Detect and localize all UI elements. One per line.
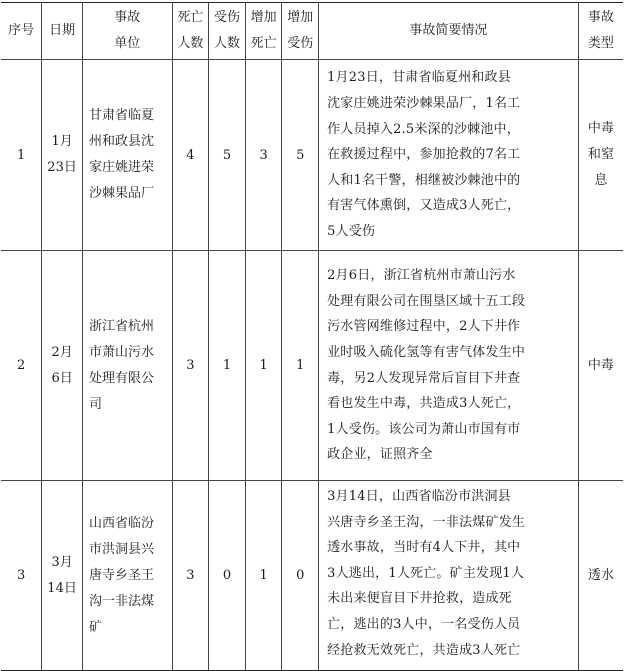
cell-date: 1月 23日 <box>42 60 83 251</box>
cell-unit: 山西省临汾 市洪洞县兴 唐寺乡圣王 沟一非法煤 矿 <box>82 481 172 671</box>
table-row <box>1 60 623 251</box>
cell-injured: 5 <box>209 60 246 251</box>
cell-desc: 3月14日，山西省临汾市洪洞县 兴唐寺乡圣王沟，一非法煤矿发生 透水事故，当时有4人下井，其中 3人逃出，1人死亡。矿主发现1人 未出来便盲目下井抢救，造成死 亡，逃出的3人中，一名受伤人员 经抢救无效死亡，共造成3人死亡 <box>319 481 579 671</box>
header-type: 事故 类型 <box>578 3 623 60</box>
cell-add-injured: 1 <box>282 251 319 481</box>
cell-add-dead: 1 <box>245 481 282 671</box>
cell-unit: 甘肃省临夏 州和政县沈 家庄姚进荣 沙棘果品厂 <box>82 60 172 251</box>
cell-dead: 3 <box>172 251 209 481</box>
header-unit: 事故 单位 <box>82 3 172 60</box>
cell-add-injured: 0 <box>282 481 319 671</box>
cell-type: 透水 <box>578 481 623 671</box>
cell-type: 中毒 和窒 息 <box>578 60 623 251</box>
table-row <box>1 481 623 671</box>
header-seq: 序号 <box>1 3 42 60</box>
cell-desc: 2月6日，浙江省杭州市萧山污水 处理有限公司在围垦区域十五工段 污水管网维修过程中，2人下井作 业时吸入硫化氢等有害气体发生中 毒，另2人发现异常后盲目下井查 看也发生中毒，共造成3人死亡， 1人受伤。该公司为萧山市国有市 政企业，证照齐全 <box>319 251 579 481</box>
header-desc: 事故简要情况 <box>319 3 579 60</box>
cell-seq: 2 <box>1 251 42 481</box>
accident-table <box>1 2 623 671</box>
header-dead: 死亡 人数 <box>172 3 209 60</box>
cell-dead: 4 <box>172 60 209 251</box>
header-injured: 受伤 人数 <box>209 3 246 60</box>
table-row <box>1 251 623 481</box>
cell-dead: 3 <box>172 481 209 671</box>
cell-date: 3月 14日 <box>42 481 83 671</box>
cell-injured: 1 <box>209 251 246 481</box>
header-add-injured: 增加 受伤 <box>282 3 319 60</box>
cell-add-injured: 5 <box>282 60 319 251</box>
header-row <box>1 3 623 60</box>
cell-desc: 1月23日，甘肃省临夏州和政县 沈家庄姚进荣沙棘果品厂，1名工 作人员掉入2.5米深的沙棘池中， 在救援过程中，参加抢救的7名工 人和1名干警，相继被沙棘池中的 有害气体熏倒，又造成3人死亡， 5人受伤 <box>319 60 579 251</box>
cell-seq: 3 <box>1 481 42 671</box>
cell-add-dead: 1 <box>245 251 282 481</box>
cell-add-dead: 3 <box>245 60 282 251</box>
header-date: 日期 <box>42 3 83 60</box>
cell-unit: 浙江省杭州 市萧山污水 处理有限公 司 <box>82 251 172 481</box>
cell-type: 中毒 <box>578 251 623 481</box>
cell-date: 2月 6日 <box>42 251 83 481</box>
cell-seq: 1 <box>1 60 42 251</box>
header-add-dead: 增加 死亡 <box>245 3 282 60</box>
cell-injured: 0 <box>209 481 246 671</box>
